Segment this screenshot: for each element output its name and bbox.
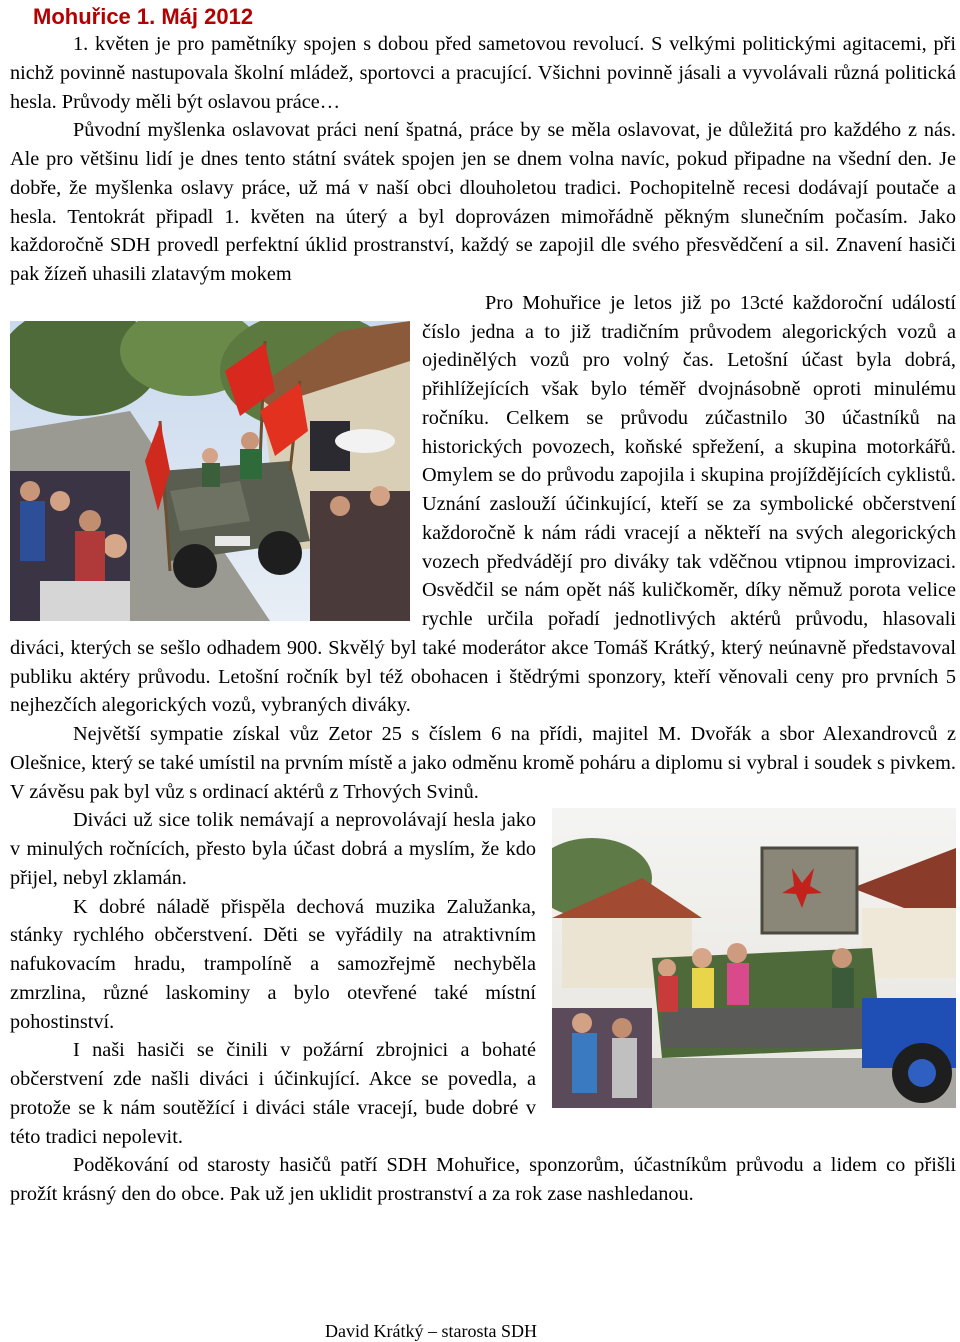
paragraph-parade: Pro Mohuřice je letos již po 13cté každoroční událostí číslo jedna a to již tradičním průvodem alegorických vozů a ojedinělých vozů pro volný čas. Letošní účast byla dobrá, přihlížejících však bylo téměř dvojnásobně oproti minulému ročníku. Celkem se průvodu zúčastnilo 30 účastníků na historických povozech, koňské spřežení, a skupina motorkářů. Omylem se do průvodu zapojila i skupina projíždějících cyklistů. Uznání zaslouží účinkující, kteří se za symbolické občerstvení každoročně k nám rádi vracejí a někteří na svých alegorických vozech předvádějí pro diváky tak vděčnou vtipnou improvizaci. Osvědčil se nám opět náš kuličkoměr, díky němuž porota velice rychle určila pořadí jednotlivých aktérů průvodu, hlasovali diváci, kterých se sešlo odhadem 900. Skvělý byl také moderátor akce Tomáš Krátký, který neúnavně představoval publiku aktéry průvodu. Letošní ročník byl též obohacen i štědrými sponzory, kteří věnovali ceny pro prvních 5 nejhezčích alegorických vozů, vybraných diváky. — [10, 291, 956, 717]
paragraph-sympathy: Největší sympatie získal vůz Zetor 25 s číslem 6 na přídi, majitel M. Dvořák a sbor Alexandrovců z Olešnice, který se také umístil na prvním místě a jako odměnu kromě poháru a diplomu si vybral i soudek s pivkem. V závěsu pak byl vůz s ordinací aktérů z Trhových Svinů. — [10, 723, 956, 803]
article-title: Mohuřice 1. Máj 2012 — [33, 4, 254, 29]
alexandrovci-float-photo — [552, 808, 956, 1108]
paragraph-thanks: Poděkování od starosty hasičů patří SDH Mohuřice, sponzorům, účastníkům průvodu a lidem co přišli prožít krásný den do obce. Pak už jen uklidit prostranství a za rok zase nashledanou. — [10, 1154, 956, 1205]
paragraph-idea: Původní myšlenka oslavovat práci není špatná, práce by se měla oslavovat, je důležitá pro každého z nás. Ale pro většinu lidí je dnes tento státní svátek spojen jen se dnem volna navíc, pokud připadne na všední den. Je dobře, že myšlenka oslavy práce, už má v naší obci dlouholetou tradici. Pochopitelně recesi dodávají poutače a hesla. Tentokrát připadl 1. květen na úterý a byl doprovázen mimořádně pěkným slunečním počasím. Jako každoročně SDH provedl perfektní úklid prostranství, každý se zapojil dle svého přesvědčení a sil. Znavení hasiči pak žízeň uhasili zlatavým mokem — [10, 119, 956, 285]
paragraph-audience: Diváci už sice tolik nemávají a neprovolávají hesla jako v minulých ročnících, přesto byla účast dobrá a myslím, že kdo přijel, nebyl zklamán. — [10, 809, 536, 889]
paragraph-firefighters: I naši hasiči se činili v požární zbrojnici a bohaté občerstvení zde našli diváci i účinkující. Akce se povedla, a protože se k nám soutěžící i diváci stále vracejí, bude dobré v této tradici nepolevit. — [10, 1039, 536, 1148]
article-body — [10, 30, 956, 1209]
signature: David Krátký – starosta SDH — [325, 1321, 537, 1341]
paragraph-mood: K dobré náladě přispěla dechová muzika Zalužanka, stánky rychlého občerstvení. Děti se vyřádily na atraktivním nafukovacím hradu, trampolíně a samozřejmě nechyběla zmrzlina, různé laskominy a bylo otevřené také místní pohostinství. — [10, 895, 536, 1033]
parade-armored-car-image — [10, 321, 410, 621]
paragraph-intro: 1. květen je pro pamětníky spojen s dobou před sametovou revolucí. S velkými politickými agitacemi, při nichž povinně nastupovala školní mládež, sportovci a pracující. Všichni povinně jásali a vyvolávali různá politická hesla. Průvody měli být oslavou práce… — [10, 33, 956, 113]
parade-armored-car-photo — [10, 321, 410, 621]
alexandrovci-float-image — [552, 808, 956, 1108]
